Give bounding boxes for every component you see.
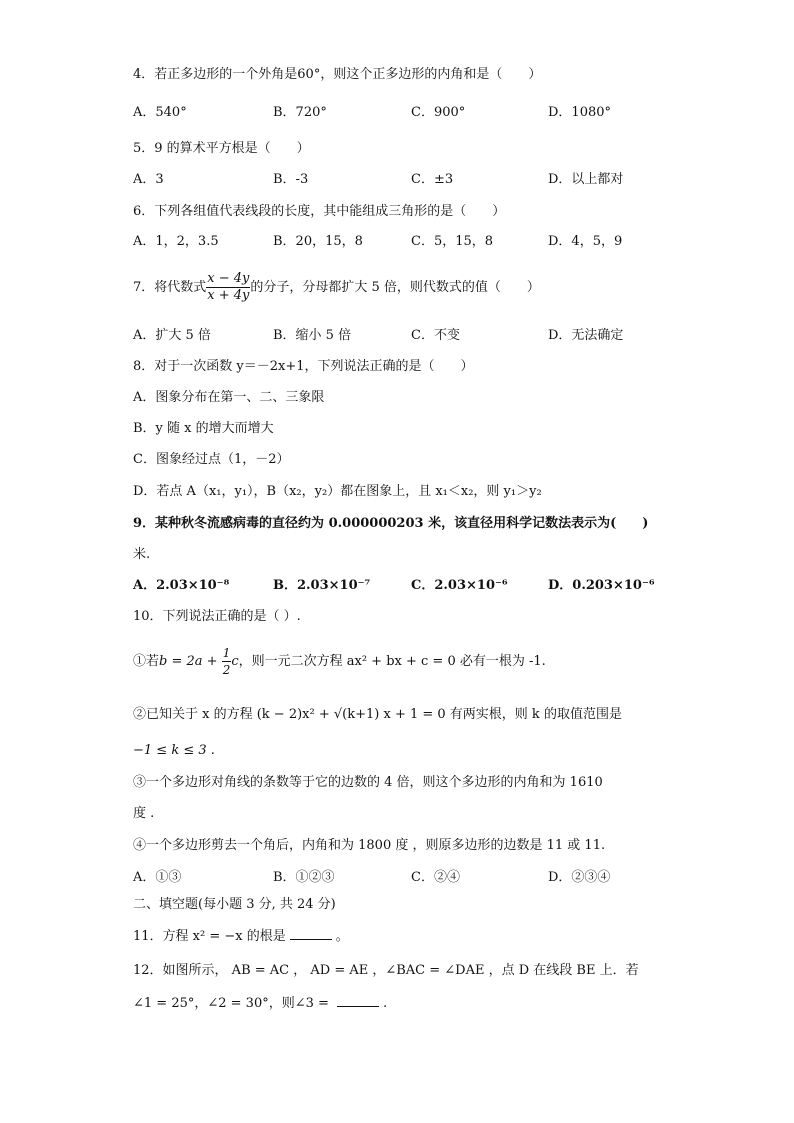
q4-option-c: C．900°: [411, 105, 466, 120]
q7-option-a: A．扩大 5 倍: [133, 328, 211, 343]
q6-stem: 6．下列各组值代表线段的长度，其中能组成三角形的是（ ）: [133, 204, 506, 219]
q6-option-c: C．5，15，8: [411, 234, 494, 249]
q10-option-b: B．①②③: [273, 870, 335, 885]
q9-options: [133, 577, 653, 595]
q5-option-c: C．±3: [411, 172, 454, 187]
q5-options: [133, 171, 653, 189]
q6-option-a: A．1，2，3.5: [133, 234, 219, 249]
q10-statement-4: ④一个多边形剪去一个角后，内角和为 1800 度 ，则原多边形的边数是 11 或 11.: [133, 838, 606, 853]
q12-line-2-pre: ∠1 = 25°，∠2 = 30°，则∠3 =: [133, 996, 334, 1011]
q8-stem: 8．对于一次函数 y＝－2x+1，下列说法正确的是（ ）: [133, 359, 474, 374]
q9-option-c: C．2.03×10⁻⁶: [411, 578, 508, 593]
q11-stem: [133, 927, 349, 946]
q10-statement-1: [133, 644, 546, 680]
q8-option-c: C．图象经过点（1，－2）: [133, 452, 290, 467]
q11-answer-blank[interactable]: [290, 927, 332, 940]
q10-statement-3-cont: 度 .: [133, 806, 155, 821]
q7-option-d: D．无法确定: [548, 328, 624, 343]
q7-fraction-numerator: x − 4y: [207, 271, 250, 286]
q5-option-a: A．3: [133, 172, 164, 187]
q9-stem: 9．某种秋冬流感病毒的直径约为 0.000000203 米，该直径用科学记数法表示为( ): [133, 516, 649, 531]
q10-options: [133, 869, 653, 887]
q6-option-d: D．4，5，9: [548, 234, 623, 249]
q11-post: 。: [335, 929, 349, 944]
q10-s1-mid: b = 2a +: [159, 654, 222, 669]
q8-option-d: D．若点 A（x₁，y₁），B（x₂，y₂）都在图象上，且 x₁＜x₂，则 y₁＞y₂: [133, 484, 542, 499]
q10-option-d: D．②③④: [548, 870, 611, 885]
q10-s1-post: ，则一元二次方程 ax² + bx + c = 0 必有一根为 -1.: [238, 654, 546, 669]
q9-option-a: A．2.03×10⁻⁸: [133, 578, 230, 593]
q12-line-2: [133, 994, 387, 1013]
q12-answer-blank[interactable]: [337, 994, 379, 1007]
q4-option-a: A．540°: [133, 105, 187, 120]
q7-option-c: C．不变: [411, 328, 460, 343]
q6-option-b: B．20，15，8: [273, 234, 363, 249]
q10-s1-after: c: [231, 654, 239, 669]
q10-statement-2-range: −1 ≤ k ≤ 3 .: [133, 743, 215, 758]
q11-pre: 11．方程 x² = −x 的根是: [133, 929, 286, 944]
q7-options: [133, 327, 653, 345]
q5-stem: 5．9 的算术平方根是（ ）: [133, 141, 310, 156]
q10-s1-pre: ①若: [133, 654, 160, 669]
q7-fraction: [206, 271, 250, 304]
q7-option-b: B．缩小 5 倍: [273, 328, 352, 343]
q5-option-d: D．以上都对: [548, 172, 624, 187]
q4-option-b: B．720°: [273, 105, 327, 120]
q10-s1-fraction-denominator: 2: [222, 663, 231, 677]
q5-option-b: B．-3: [273, 172, 309, 187]
q10-stem: 10．下列说法正确的是（ ）.: [133, 609, 301, 624]
q10-statement-2: ②已知关于 x 的方程 (k − 2)x² + √(k+1) x + 1 = 0 有两实根，则 k 的取值范围是: [133, 707, 622, 722]
q9-stem-cont: 米.: [133, 547, 151, 562]
q7-stem: [133, 270, 540, 306]
q7-stem-pre: 7．将代数式: [133, 280, 207, 295]
q8-option-b: B．y 随 x 的增大而增大: [133, 421, 274, 436]
q12-line-2-post: .: [383, 996, 388, 1011]
q10-s1-fraction: [222, 645, 232, 678]
q8-option-a: A．图象分布在第一、二、三象限: [133, 390, 325, 405]
q9-option-d: D．0.203×10⁻⁶: [548, 578, 655, 593]
q9-option-b: B．2.03×10⁻⁷: [273, 578, 371, 593]
q4-option-d: D．1080°: [548, 105, 612, 120]
q4-stem: 4．若正多边形的一个外角是60°，则这个正多边形的内角和是（ ）: [133, 67, 542, 82]
q7-stem-post: 的分子，分母都扩大 5 倍，则代数式的值（ ）: [250, 280, 540, 295]
q10-option-a: A．①③: [133, 870, 182, 885]
q10-s1-fraction-numerator: 1: [222, 646, 231, 660]
q12-line-1: 12．如图所示， AB = AC ， AD = AE ，∠BAC = ∠DAE ，点 D 在线段 BE 上．若: [133, 963, 639, 978]
q7-fraction-denominator: x + 4y: [207, 288, 250, 303]
q10-statement-3: ③一个多边形对角线的条数等于它的边数的 4 倍，则这个多边形的内角和为 1610: [133, 775, 603, 790]
q10-option-c: C．②④: [411, 870, 460, 885]
q4-options: [133, 104, 653, 122]
section-heading: 二、填空题(每小题 3 分, 共 24 分): [133, 897, 336, 912]
q6-options: [133, 233, 653, 251]
